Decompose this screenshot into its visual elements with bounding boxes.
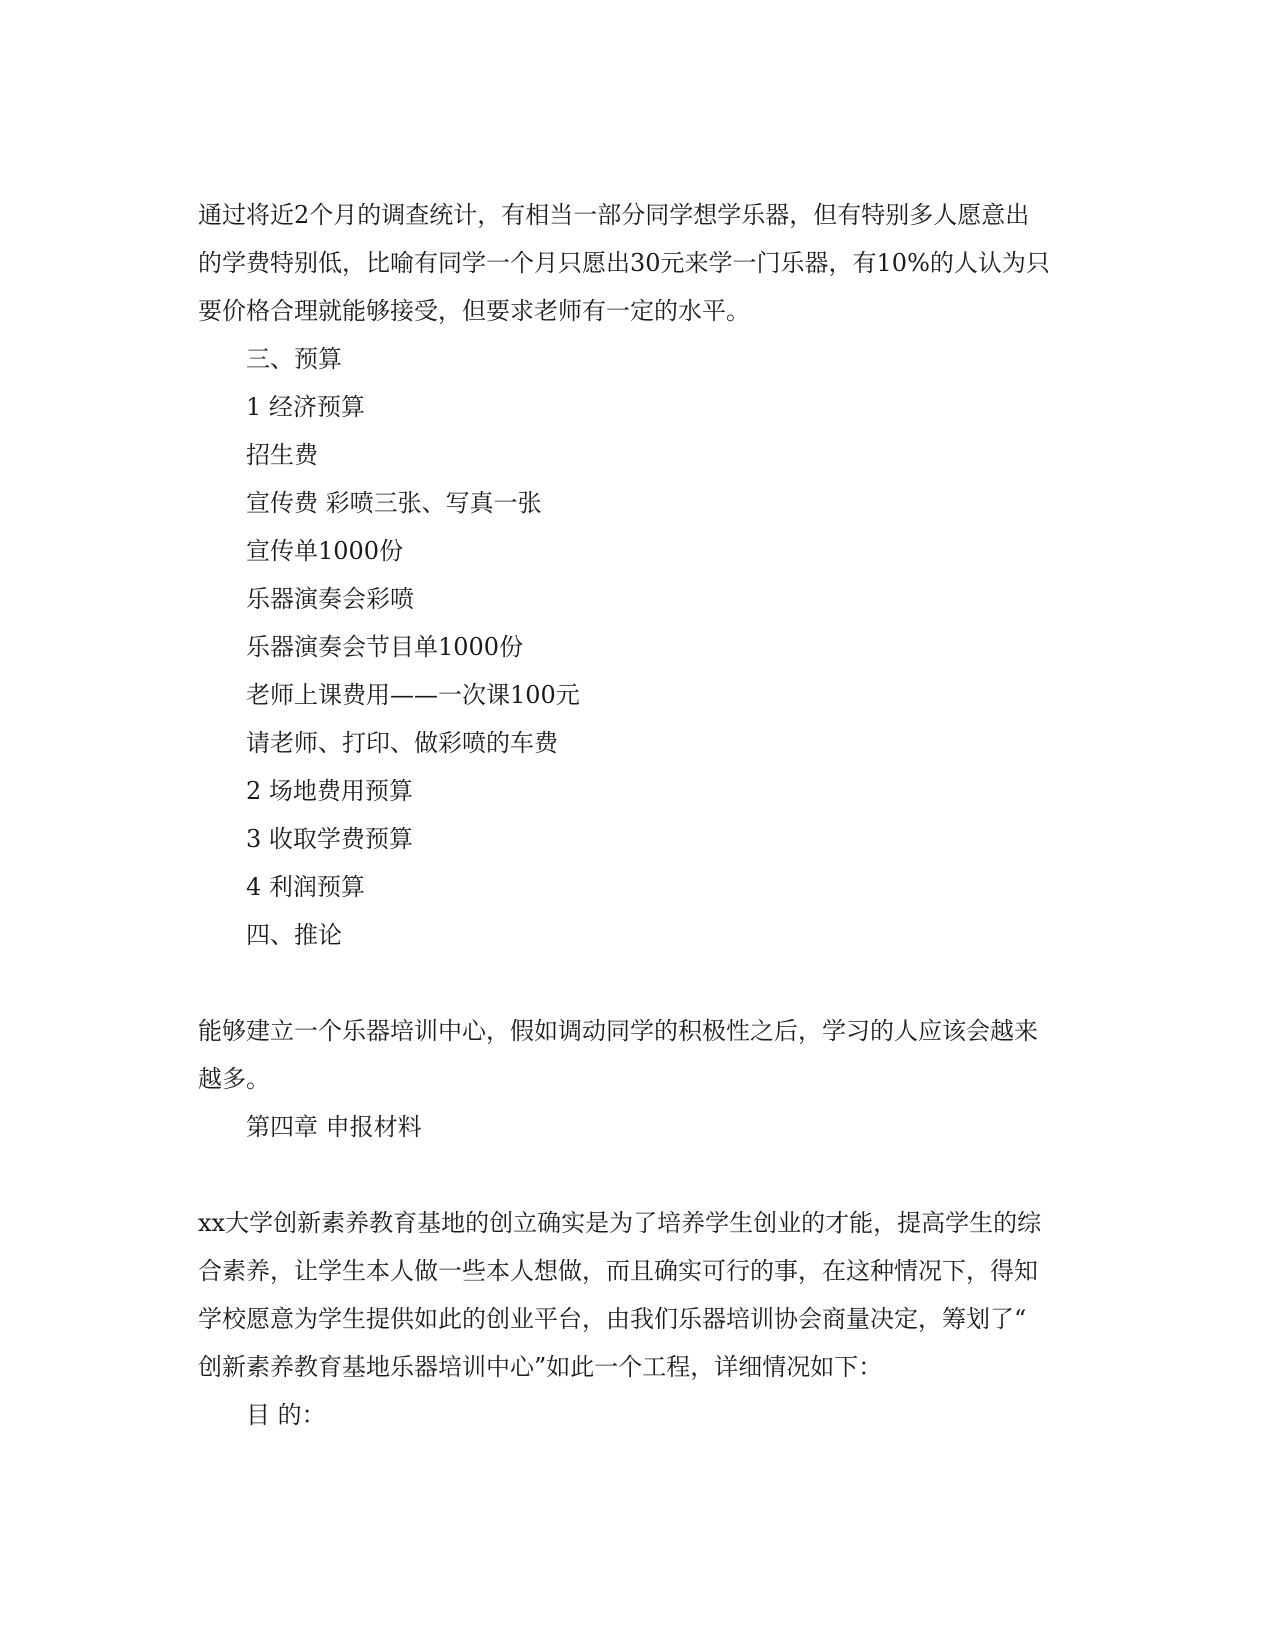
paragraph-line: 要价格合理就能够接受，但要求老师有一定的水平。	[198, 297, 750, 325]
paragraph-line: 合素养，让学生本人做一些本人想做，而且确实可行的事，在这种情况下，得知	[198, 1257, 1038, 1285]
budget-item: 1 经济预算	[246, 393, 365, 421]
budget-item: 招生费	[246, 441, 318, 469]
budget-item: 3 收取学费预算	[246, 825, 413, 853]
paragraph-line: 的学费特别低，比喻有同学一个月只愿出30元来学一门乐器，有10%的人认为只	[198, 249, 1050, 277]
paragraph-line: 能够建立一个乐器培训中心，假如调动同学的积极性之后，学习的人应该会越来	[198, 1017, 1038, 1045]
budget-item: 老师上课费用——一次课100元	[246, 681, 580, 709]
budget-item: 请老师、打印、做彩喷的车费	[246, 729, 558, 757]
paragraph-line: 通过将近2个月的调查统计，有相当一部分同学想学乐器，但有特别多人愿意出	[198, 201, 1030, 229]
budget-item: 宣传费 彩喷三张、写真一张	[246, 489, 542, 517]
section-heading-budget: 三、预算	[246, 345, 342, 373]
purpose-heading: 目 的：	[246, 1401, 326, 1429]
paragraph-line: 学校愿意为学生提供如此的创业平台，由我们乐器培训协会商量决定，筹划了“	[198, 1305, 1027, 1333]
budget-item: 乐器演奏会彩喷	[246, 585, 414, 613]
paragraph-line: 创新素养教育基地乐器培训中心”如此一个工程，详细情况如下：	[198, 1353, 883, 1381]
paragraph-line: xx大学创新素养教育基地的创立确实是为了培养学生创业的才能，提高学生的综	[198, 1209, 1042, 1237]
budget-item: 宣传单1000份	[246, 537, 404, 565]
budget-item: 2 场地费用预算	[246, 777, 413, 805]
chapter-heading: 第四章 申报材料	[246, 1113, 422, 1141]
budget-item: 4 利润预算	[246, 873, 365, 901]
budget-item: 乐器演奏会节目单1000份	[246, 633, 524, 661]
paragraph-line: 越多。	[198, 1065, 270, 1093]
section-heading-conclusion: 四、推论	[246, 921, 342, 949]
